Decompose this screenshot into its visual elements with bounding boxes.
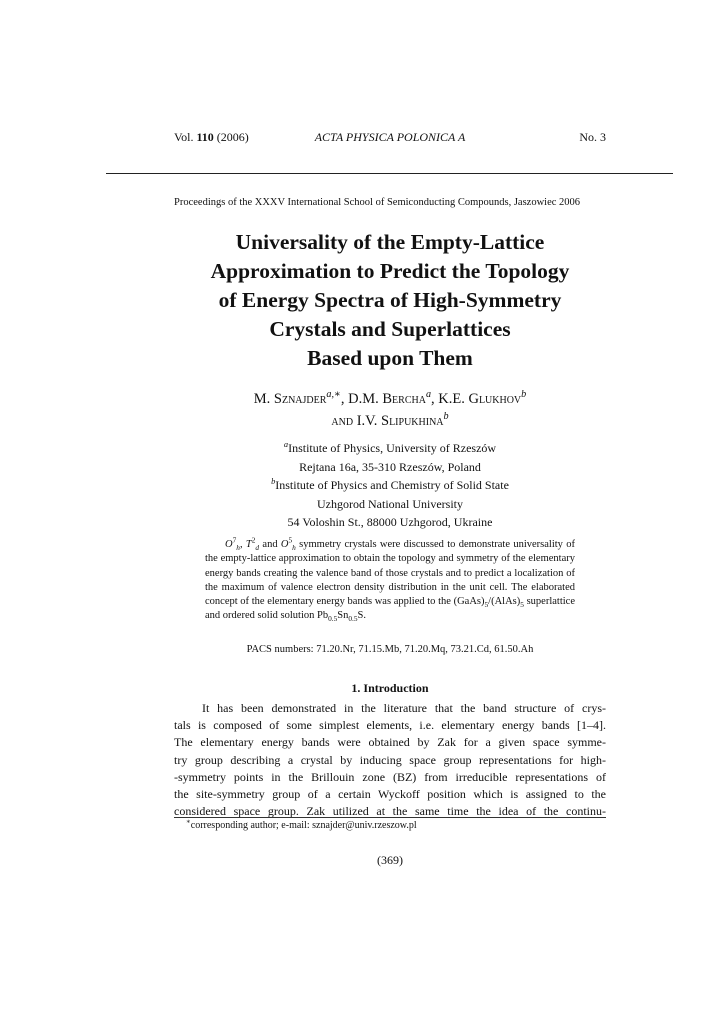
body-line: considered space group. Zak utilized at the same time the idea of the continu-	[174, 804, 606, 819]
title-line: Universality of the Empty-Lattice	[235, 230, 545, 254]
symbol-sub: d	[255, 543, 260, 553]
subscript: 5	[520, 600, 524, 610]
issue-number: No. 3	[579, 130, 606, 144]
header-rule	[106, 173, 673, 174]
intro-paragraph	[174, 700, 606, 820]
title-line: Approximation to Predict the Topology	[210, 259, 570, 283]
body-line: tals is composed of some simplest elements, i.e. elementary energy bands [1–4].	[174, 718, 606, 733]
abstract-text: superlattice and ordered solid solution Pb	[205, 596, 575, 622]
affil-line: 54 Voloshin St., 88000 Uzhgorod, Ukraine	[287, 515, 493, 529]
footnote-mark: ∗	[186, 817, 191, 826]
author-name: D.M. Bercha	[348, 391, 426, 407]
symmetry-symbol: O	[225, 539, 233, 550]
title-line: of Energy Spectra of High-Symmetry	[218, 288, 562, 312]
footnote	[186, 817, 606, 831]
author-affil-mark: a,∗	[326, 389, 341, 401]
affil-mark: b	[271, 477, 276, 486]
author-affil-mark: a	[425, 389, 432, 401]
symbol-sup: 2	[251, 535, 256, 545]
abstract-text: S.	[357, 610, 367, 622]
affil-line: Uzhgorod National University	[317, 496, 463, 511]
affiliations	[150, 439, 630, 532]
symbol-sup: 7	[232, 535, 237, 545]
footnote-rule	[174, 817, 606, 818]
title-line: Based upon Them	[307, 346, 473, 370]
body-line: try group describing a crystal by inducing space group representations for high-	[174, 752, 606, 767]
subscript: 0.5	[328, 614, 338, 624]
body-line: It has been demonstrated in the literature that the band structure of crys-	[202, 701, 606, 715]
pacs-numbers: PACS numbers: 71.20.Nr, 71.15.Mb, 71.20.Mq, 73.21.Cd, 61.50.Ah	[246, 644, 534, 655]
symmetry-symbol: T	[245, 539, 252, 550]
subscript: 5	[484, 600, 489, 610]
symbol-sub: h	[236, 543, 240, 553]
paper-title	[120, 228, 660, 373]
symmetry-symbol: O	[280, 539, 289, 550]
symbol-sub: h	[292, 543, 296, 553]
title-line: Crystals and Superlattices	[269, 317, 511, 341]
body-line: the site-symmetry group of a certain Wyckoff position which is assigned to the	[174, 787, 606, 802]
abstract-and: and	[262, 539, 278, 550]
author-conjunction: and	[331, 413, 354, 429]
abstract-text: Sn	[337, 610, 349, 622]
author-name: I.V. Slipukhina	[356, 413, 444, 429]
footnote-text: corresponding author; e-mail: sznajder@univ.rzeszow.pl	[190, 820, 417, 831]
body-line: -symmetry points in the Brillouin zone (BZ) from irreducible representations of	[174, 769, 606, 784]
author-affil-mark: b	[443, 411, 449, 423]
author-name: M. Sznajder	[253, 391, 327, 407]
author-list: M. Sznajder$^{a,∗}$, D.M. Bercha$^a$, K.E. Glukhov$^b$ and I.V. Slipukhina$^b$	[253, 389, 527, 429]
author-name: K.E. Glukhov	[438, 391, 522, 407]
abstract-text: symmetry crystals were discussed to demonstrate universality of the empty-lattice approximation to obtain the topology and symmetry of the elementary energy bands creating the valence band of those crystals and to predict a localization of the maximum of valence electron density distribution in the unit cell. The elaborated concept of the elementary energy bands was applied to the (GaAs)	[205, 539, 575, 608]
volume-info: Vol. 110 (2006)	[174, 130, 249, 144]
symbol-sup: 5	[288, 535, 293, 545]
abstract: $O^7_h$, $T^2_d$ and $O^5_h$ symmetry crystals were discussed to demonstrate universality of the empty-lattice approximation to obtain the topology and symmetry of the elementary energy bands creating the valence band of those crystals and to predict a localization of the maximum of valence electron density distribution in the unit cell. The elaborated concept of the elementary energy bands was applied to the $(GaAs)_5/(AlAs)_5$ superlattice and ordered solid solution $Pb_{0.5}Sn_{0.5}S$.	[205, 535, 575, 624]
affil-mark: a	[283, 440, 289, 449]
page-number: (369)	[377, 853, 403, 867]
subscript: 0.5	[348, 614, 358, 624]
author-affil-mark: b	[521, 389, 527, 401]
section-heading: 1. Introduction	[351, 681, 429, 695]
journal-name: ACTA PHYSICA POLONICA A	[314, 130, 466, 144]
proceedings-line: Proceedings of the XXXV International School of Semiconducting Compounds, Jaszowiec 2006	[174, 197, 581, 208]
affil-line: Rejtana 16a, 35-310 Rzeszów, Poland	[299, 459, 481, 474]
affil-line: Institute of Physics and Chemistry of Solid State	[275, 478, 509, 492]
body-line: The elementary energy bands were obtained by Zak for a given space symme-	[174, 735, 606, 750]
abstract-text: /(AlAs)	[488, 596, 521, 608]
affil-line: Institute of Physics, University of Rzeszów	[288, 441, 497, 455]
